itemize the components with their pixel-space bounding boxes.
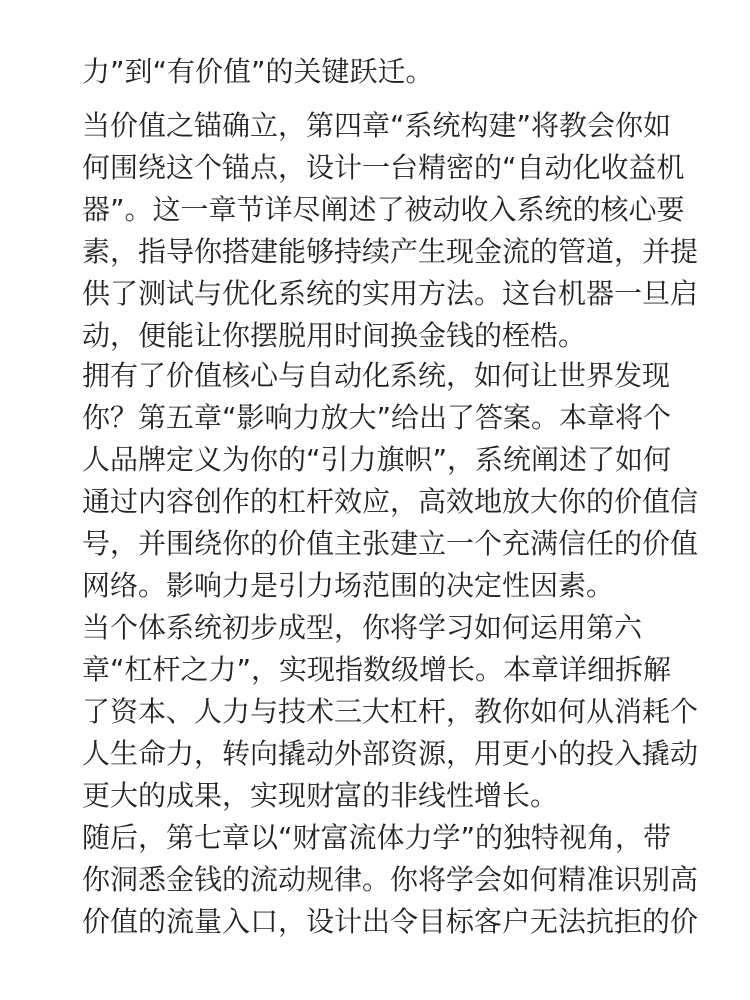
paragraph-2-line-6: 动，便能让你摆脱用时间换金钱的桎梏。: [82, 319, 587, 352]
paragraph-4-line-1: 当个体系统初步成型，你将学习如何运用第六: [82, 611, 643, 644]
paragraph-3-line-2: 你？第五章“影响力放大”给出了答案。本章将个: [82, 401, 672, 434]
paragraph-2-line-1: 当价值之锚确立，第四章“系统构建”将教会你如: [82, 109, 672, 142]
paragraph-4-line-5: 更大的成果，实现财富的非线性增长。: [82, 779, 559, 812]
paragraph-2-line-4: 素，指导你搭建能够持续产生现金流的管道，并提: [82, 235, 699, 268]
paragraph-5-line-2: 你洞悉金钱的流动规律。你将学会如何精准识别高: [82, 863, 699, 896]
paragraph-3-line-5: 号，并围绕你的价值主张建立一个充满信任的价值: [82, 527, 699, 560]
paragraph-3-line-3: 人品牌定义为你的“引力旗帜”，系统阐述了如何: [82, 443, 672, 476]
paragraph-2-line-3: 器”。这一章节详尽阐述了被动收入系统的核心要: [82, 193, 685, 226]
paragraph-1-line-1: 力”到“有价值”的关键跃迁。: [82, 55, 434, 88]
paragraph-3-line-4: 通过内容创作的杠杆效应，高效地放大你的价值信: [82, 485, 699, 518]
paragraph-5-line-1: 随后，第七章以“财富流体力学”的独特视角，带: [82, 821, 672, 854]
paragraph-4-line-4: 人生命力，转向撬动外部资源，用更小的投入撬动: [82, 737, 699, 770]
paragraph-2-line-2: 何围绕这个锚点，设计一台精密的“自动化收益机: [82, 151, 685, 184]
paragraph-3-line-1: 拥有了价值核心与自动化系统，如何让世界发现: [82, 359, 671, 392]
paragraph-2-line-5: 供了测试与优化系统的实用方法。这台机器一旦启: [82, 277, 699, 310]
paragraph-4-line-3: 了资本、人力与技术三大杠杆，教你如何从消耗个: [82, 695, 699, 728]
paragraph-3-line-6: 网络。影响力是引力场范围的决定性因素。: [82, 569, 615, 602]
paragraph-4-line-2: 章“杠杆之力”，实现指数级增长。本章详细拆解: [82, 653, 672, 686]
paragraph-5-line-3: 价值的流量入口，设计出令目标客户无法抗拒的价: [82, 905, 699, 938]
